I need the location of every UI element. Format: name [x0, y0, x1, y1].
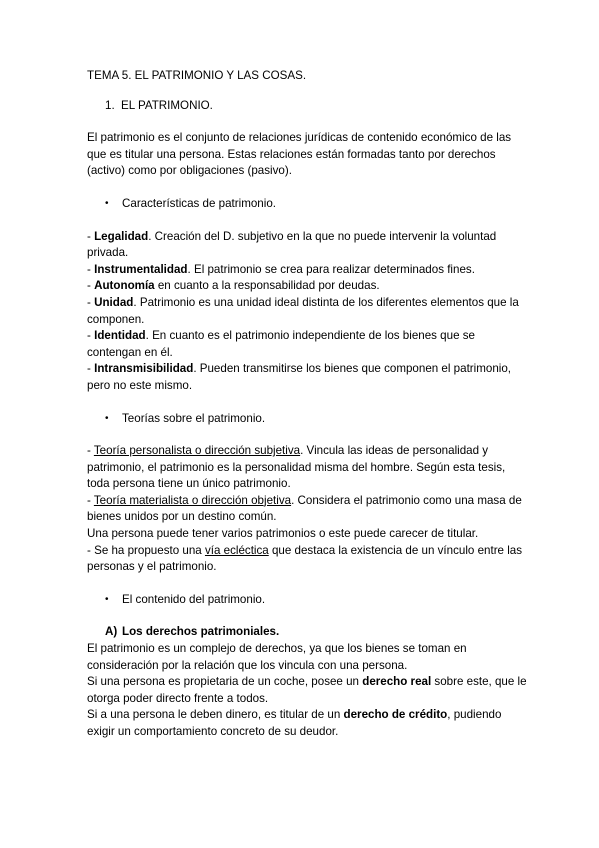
bullet-icon: • [105, 412, 109, 424]
bullet-icon: • [105, 197, 109, 209]
item-text: . Creación del D. subjetivo en la que no puede intervenir la voluntad privada. [87, 229, 497, 260]
item-term: Intransmisibilidad [94, 362, 194, 376]
item-term: derecho de crédito [343, 708, 448, 722]
section-number: 1. [105, 98, 115, 112]
section-heading-text: EL PATRIMONIO. [121, 98, 213, 112]
bullet-heading-caracteristicas: Características de patrimonio. [122, 196, 277, 210]
item-term: Autonomía [94, 279, 155, 293]
list-item-unidad [87, 295, 527, 328]
document-title: TEMA 5. EL PATRIMONIO Y LAS COSAS. [87, 69, 307, 82]
list-item-identidad [87, 328, 527, 361]
item-prefix: - [87, 493, 94, 507]
item-prefix: - [87, 262, 95, 276]
item-prefix: - [87, 329, 95, 343]
item-prefix: - [87, 362, 95, 376]
item-text: - Se ha propuesto una [87, 543, 205, 557]
bullet-icon: • [105, 593, 109, 605]
item-text: Si una persona es propietaria de un coche, posee un [87, 675, 363, 689]
item-term: Identidad [94, 329, 146, 343]
item-text: sobre este, que le otorga poder directo frente a todos. [87, 675, 527, 705]
bullet-teorias [87, 411, 527, 428]
item-text: . El patrimonio se crea para realizar determinados fines. [187, 262, 475, 276]
contenido-paragraph-1: El patrimonio es un complejo de derechos, ya que los bienes se toman en consideración por la relación que los vincula con una persona. [87, 642, 467, 672]
list-item-autonomia [87, 278, 527, 295]
subheading-letter: A) [105, 625, 118, 639]
teoria-personalista [87, 443, 527, 493]
teorias-list [87, 443, 527, 576]
item-prefix: - [87, 229, 95, 243]
item-prefix: - [87, 444, 94, 458]
subheading-derechos-patrimoniales [87, 624, 527, 641]
bullet-heading-contenido: El contenido del patrimonio. [122, 592, 266, 606]
document-body [87, 68, 527, 741]
subheading-text: Los derechos patrimoniales. [122, 625, 280, 639]
item-term: Instrumentalidad [94, 262, 188, 276]
item-term-underlined: Teoría materialista o dirección objetiva [93, 493, 292, 507]
bullet-caracteristicas [87, 196, 527, 213]
teoria-eclectica [87, 543, 527, 576]
item-text: que destaca la existencia de un vínculo entre las personas y el patrimonio. [87, 543, 523, 574]
caracteristicas-list [87, 229, 527, 395]
bullet-heading-teorias: Teorías sobre el patrimonio. [122, 411, 266, 425]
item-text: . En cuanto es el patrimonio independiente de los bienes que se contengan en él. [87, 329, 475, 359]
item-text: . Patrimonio es una unidad ideal distinta de los diferentes elementos que la componen. [87, 295, 519, 326]
teoria-varios-patrimonios: Una persona puede tener varios patrimonios o este puede carecer de titular. [87, 527, 479, 541]
contenido-paragraph-2 [87, 674, 527, 707]
item-text: Si a una persona le deben dinero, es titular de un [87, 708, 344, 722]
list-item-intransmisibilidad [87, 361, 527, 394]
item-text: . Pueden transmitirse los bienes que componen el patrimonio, pero no este mismo. [87, 362, 512, 392]
contenido-paragraph-3 [87, 707, 527, 740]
intro-paragraph: El patrimonio es el conjunto de relaciones jurídicas de contenido económico de las que es titular una persona. Estas relaciones están formadas tanto por derechos (activo) como por obligaciones (pasivo). [87, 131, 512, 178]
item-text: . Considera el patrimonio como una masa de bienes unidos por un destino común. [87, 493, 522, 524]
item-text: , pudiendo exigir un comportamiento concreto de su deudor. [87, 708, 502, 738]
bullet-contenido [87, 592, 527, 609]
item-term: derecho real [362, 675, 432, 689]
item-text: en cuanto a la responsabilidad por deudas. [154, 279, 380, 293]
teoria-materialista [87, 493, 527, 526]
item-prefix: - [87, 279, 95, 293]
item-term-underlined: Teoría personalista o dirección subjetiva [93, 444, 301, 458]
item-prefix: - [87, 295, 95, 309]
section-heading-patrimonio [87, 98, 527, 115]
list-item-instrumentalidad [87, 262, 527, 279]
item-term: Legalidad [94, 229, 149, 243]
list-item-legalidad [87, 229, 527, 262]
item-term: Unidad [94, 295, 134, 309]
item-text: . Vincula las ideas de personalidad y patrimonio, el patrimonio es la personalidad misma del hombre. Según esta tesis, toda persona tiene un único patrimonio. [87, 444, 506, 491]
item-term-underlined: vía ecléctica [204, 543, 269, 557]
